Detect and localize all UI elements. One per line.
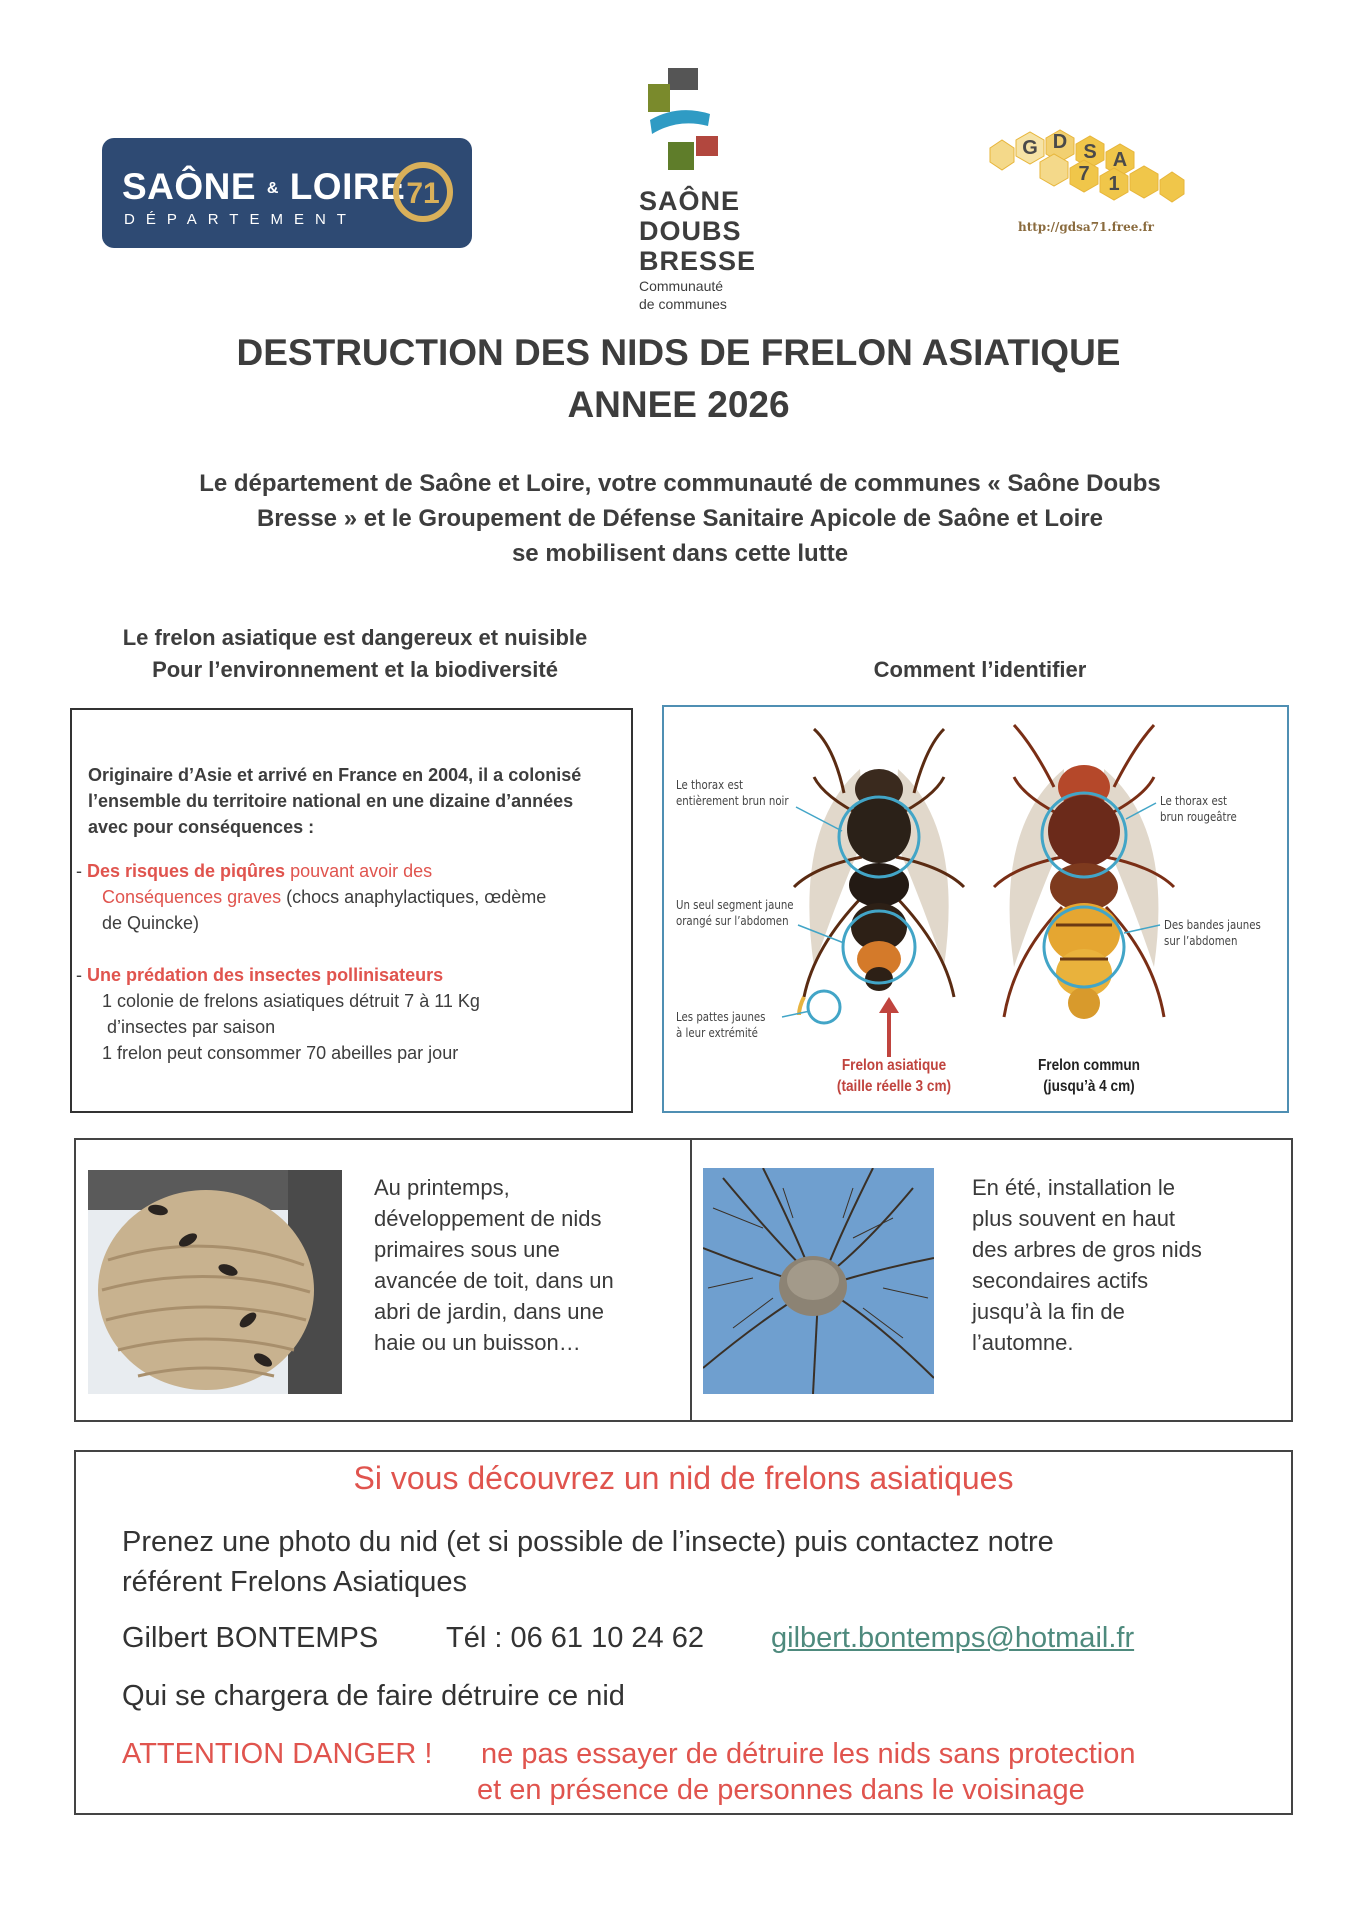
attention-danger: ATTENTION DANGER ! xyxy=(122,1738,433,1770)
svg-text:S: S xyxy=(1083,141,1097,163)
caption-common-bands: Des bandes jaunes sur l’abdomen xyxy=(1164,918,1261,948)
svg-text:71: 71 xyxy=(406,177,440,210)
identify-heading: Comment l’identifier xyxy=(873,657,1087,682)
origin-paragraph: Originaire d’Asie et arrivé en France en 2004, il a colonisé l’ensemble du territoire national en une dizaine d’années avec pour conséquences : xyxy=(88,765,582,837)
origin-info-box xyxy=(70,708,633,1113)
saone-loire-subtitle: DÉPARTEMENT xyxy=(124,211,357,228)
contact-name: Gilbert BONTEMPS xyxy=(122,1622,379,1654)
warning-line-2: et en présence de personnes dans le voisinage xyxy=(477,1774,1085,1806)
secondary-nest-photo xyxy=(703,1168,934,1394)
warning-line-1: ne pas essayer de détruire les nids sans protection xyxy=(481,1738,1136,1770)
danger-heading: Le frelon asiatique est dangereux et nuisible Pour l’environnement et la biodiversité xyxy=(122,625,588,682)
asian-hornet-label: Frelon asiatique (taille réelle 3 cm) xyxy=(836,1057,952,1095)
saone-loire-logo xyxy=(102,138,472,248)
svg-text:G: G xyxy=(1022,137,1038,159)
predation-bullet: - Une prédation des insectes pollinisateurs 1 colonie de frelons asiatiques détruit 7 à 11 Kg d’insectes par saison 1 frelon peut consommer 70 abeilles par jour xyxy=(76,965,480,1063)
gdsa-url: http://gdsa71.free.fr xyxy=(1018,220,1155,234)
page-title: DESTRUCTION DES NIDS DE FRELON ASIATIQUE xyxy=(236,332,1121,373)
asian-hornet-illustration xyxy=(782,729,964,1057)
caption-asian-segment: Un seul segment jaune orangé sur l’abdomen xyxy=(676,898,794,928)
sdb-word-2: DOUBS xyxy=(639,216,742,246)
nests-divider xyxy=(690,1140,692,1420)
caption-common-thorax: Le thorax est brun rougeâtre xyxy=(1160,794,1237,824)
contact-heading: Si vous découvrez un nid de frelons asiatiques xyxy=(353,1460,1014,1496)
sdb-sub-1: Communauté xyxy=(639,278,724,294)
svg-text:A: A xyxy=(1112,149,1128,171)
spring-nest-text: Au printemps, développement de nids primaires sous une avancée de toit, dans un abri de jardin, dans une haie ou un buisson… xyxy=(374,1175,614,1355)
contact-instruction-1: Prenez une photo du nid (et si possible de l’insecte) puis contactez notre xyxy=(122,1526,1054,1558)
contact-phone: Tél : 06 61 10 24 62 xyxy=(446,1622,704,1654)
department-71-emblem-icon xyxy=(391,160,455,224)
common-hornet-label: Frelon commun (jusqu’à 4 cm) xyxy=(1037,1057,1140,1095)
caption-asian-legs: Les pattes jaunes à leur extrémité xyxy=(676,1010,766,1040)
sdb-word-1: SAÔNE xyxy=(639,186,741,216)
identification-box xyxy=(662,705,1289,1113)
caption-asian-thorax: Le thorax est entièrement brun noir xyxy=(676,778,789,808)
community-mark-icon xyxy=(648,64,728,174)
page-year: ANNEE 2026 xyxy=(567,384,790,425)
contact-instruction-2: référent Frelons Asiatiques xyxy=(122,1566,467,1598)
common-hornet-illustration xyxy=(994,725,1174,1019)
intro-text: Le département de Saône et Loire, votre communauté de communes « Saône Doubs Bresse » et le Groupement de Défense Sanitaire Apicole de Saône et Loire se mobilisent dans cette lutte xyxy=(199,470,1161,567)
sdb-word-3: BRESSE xyxy=(639,246,757,276)
contact-email-link[interactable]: gilbert.bontemps@hotmail.fr xyxy=(771,1622,1135,1654)
honeycomb-icon xyxy=(980,118,1210,218)
sdb-sub-2: de communes xyxy=(639,296,727,312)
risk-bullet: - Des risques de piqûres pouvant avoir des Conséquences graves (chocs anaphylactiques, œdème de Quincke) xyxy=(76,861,547,933)
contact-box xyxy=(74,1450,1293,1815)
nests-box xyxy=(74,1138,1293,1422)
saone-doubs-bresse-logo xyxy=(630,60,780,320)
gdsa71-logo xyxy=(980,118,1210,238)
contact-instruction-3: Qui se chargera de faire détruire ce nid xyxy=(122,1680,625,1712)
summer-nest-text: En été, installation le plus souvent en haut des arbres de gros nids secondaires actifs jusqu’à la fin de l’automne. xyxy=(972,1175,1202,1355)
svg-text:1: 1 xyxy=(1108,173,1120,195)
saone-loire-name: SAÔNE & LOIRE xyxy=(122,166,406,207)
svg-text:7: 7 xyxy=(1078,163,1090,185)
primary-nest-photo xyxy=(88,1170,342,1394)
svg-text:D: D xyxy=(1052,131,1068,153)
